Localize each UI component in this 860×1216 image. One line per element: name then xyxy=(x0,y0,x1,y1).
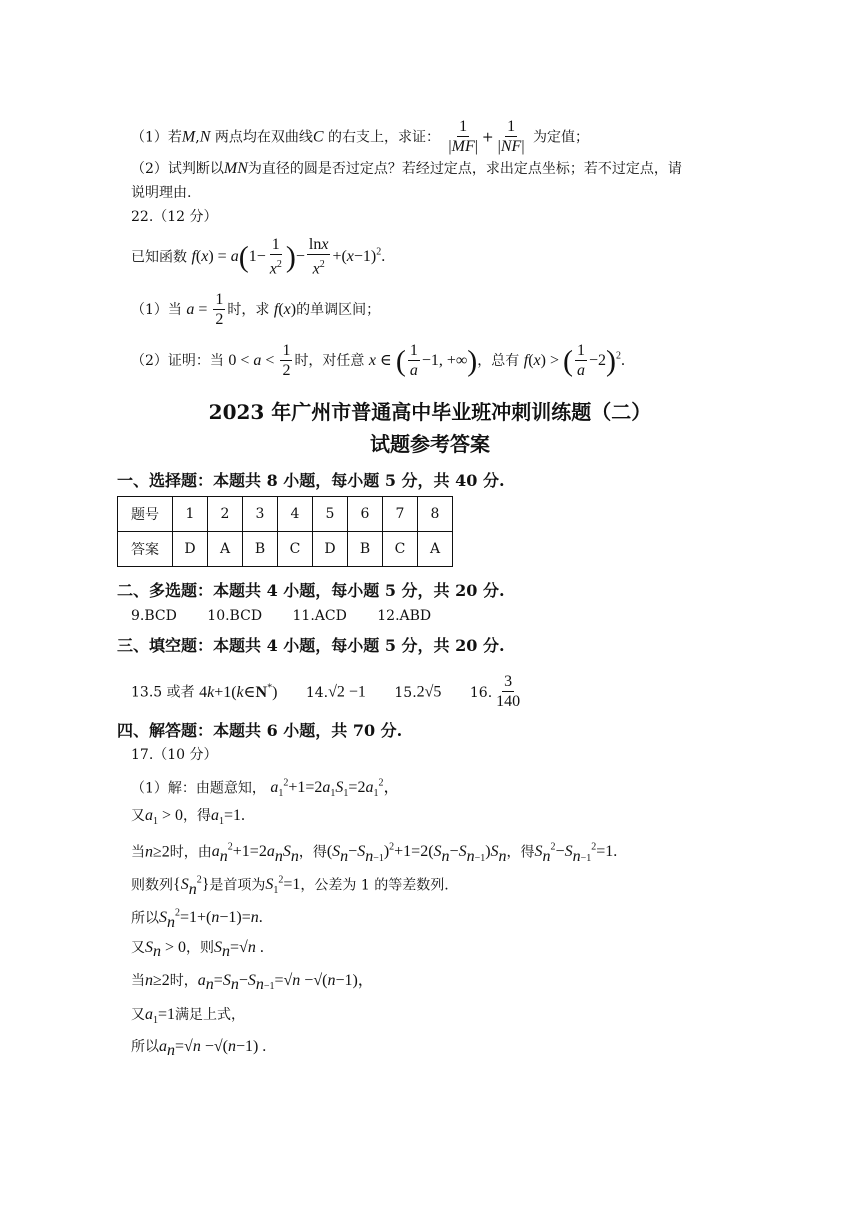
q17-text: 所以 xyxy=(131,910,159,927)
fill-answer-16: 16. xyxy=(469,684,493,701)
answer-subtitle: 试题参考答案 xyxy=(370,432,490,456)
q17-text: 所以 xyxy=(131,1039,159,1055)
q17-line4: 则数列$\{S_n^2\}$是首项为$S_1^2=1$，公差为 1 的等差数列. xyxy=(131,875,449,898)
section-choice-heading: 一、选择题：本题共 8 小题，每小题 5 分，共 40 分. xyxy=(117,471,505,490)
table-cell: 6 xyxy=(348,497,383,532)
multi-answer: 10.BCD xyxy=(207,608,263,624)
answer-table xyxy=(117,496,453,567)
q22-part1: （1）当 a = $\frac{1}{2}$ 时，求 f(x)的单调区间； xyxy=(131,291,381,328)
section-solve-heading: 四、解答题：本题共 6 小题，共 70 分. xyxy=(117,721,403,740)
q21-p2-text-b: 为直径的圆是否过定点？若经过定点，求出定点坐标；若不过定点，请 xyxy=(247,161,682,177)
q21-part2: （2）试判断以MN为直径的圆是否过定点？若经过定点，求出定点坐标；若不过定点，请 xyxy=(131,160,682,177)
fraction-numerator: 3 xyxy=(504,673,513,690)
table-cell: A xyxy=(418,532,453,567)
fill-answer-13: 13.5 或者 xyxy=(131,684,195,701)
fill-answer-14: 14. xyxy=(305,684,329,701)
table-cell: D xyxy=(313,532,348,567)
table-cell: 答案 xyxy=(118,532,173,567)
q17-line6: 又$S_n > 0$，则$S_n=√n$ . xyxy=(131,939,264,961)
q21-part2-cont xyxy=(131,182,191,204)
table-cell: B xyxy=(243,532,278,567)
q17-text: 又 xyxy=(131,940,145,956)
q17-line5: 所以$S_n^2=1+(n-1)=n$. xyxy=(131,908,263,931)
q21-p1-text-a: （1）若 xyxy=(131,129,182,146)
table-cell: 8 xyxy=(418,497,453,532)
table-cell: 题号 xyxy=(118,497,173,532)
q17-text: ，得 xyxy=(298,844,327,861)
table-cell: D xyxy=(173,532,208,567)
section-fill-heading: 三、填空题：本题共 4 小题，每小题 5 分，共 20 分. xyxy=(117,636,505,655)
q21-p2-text-c: 说明理由. xyxy=(131,185,192,201)
q17-text: ，得 xyxy=(183,808,212,824)
q17-text: 当 xyxy=(131,844,145,861)
q21-p1-text-b: 两点均在双曲线 xyxy=(214,129,313,146)
answer-title: 2023 年广州市普通高中毕业班冲刺训练题（二） xyxy=(208,400,652,424)
table-cell: 2 xyxy=(208,497,243,532)
q17-line9: 所以$a_n=√n -√(n-1)$ . xyxy=(131,1038,267,1060)
q21-part1: （1）若M,N 两点均在双曲线C 的右支上，求证： $\frac{1}{|MF|}$ + $\frac{1}{|NF|}$ 为定值； xyxy=(131,118,589,155)
q17-text: 当 xyxy=(131,973,145,989)
multi-answers xyxy=(131,605,431,627)
q17-text: ，公差为 1 的等差数列. xyxy=(300,877,449,894)
q17-line1: （1）解：由题意知， $a_1^2+1=2a_1S_1=2a_1^2$， xyxy=(131,778,400,800)
table-cell: C xyxy=(383,532,418,567)
table-cell: B xyxy=(348,532,383,567)
table-row-numbers xyxy=(118,497,453,532)
section-multi-heading: 二、多选题：本题共 4 小题，每小题 5 分，共 20 分. xyxy=(117,581,505,600)
q17-text: （1）解：由题意知， xyxy=(131,780,266,797)
q22-p1-text-b: 时，求 xyxy=(227,302,270,319)
q22-p2-text-a: （2）证明：当 xyxy=(131,353,224,370)
table-cell: 4 xyxy=(278,497,313,532)
table-cell: 3 xyxy=(243,497,278,532)
multi-answer: 9.BCD xyxy=(131,608,177,624)
table-cell: C xyxy=(278,532,313,567)
q22-function: 已知函数 f(x) = a(1− $\frac{1}{x^2}$ )− $\frac{\ln x}{x^2}$ $+(x-1)^2$. xyxy=(131,236,386,278)
table-cell: A xyxy=(208,532,243,567)
q17-text: 是首项为 xyxy=(209,877,266,894)
fraction-denominator: 140 xyxy=(496,693,521,710)
q22-p2-text-b: 时，对任意 xyxy=(294,353,365,370)
q21-p1-text-c: 的右支上，求证： xyxy=(327,129,440,146)
q22-p1-text-c: 的单调区间； xyxy=(296,302,381,319)
q17-text: ，则 xyxy=(186,940,215,956)
q17-text: 又 xyxy=(131,1007,145,1023)
q22-part2: （2）证明：当 0 < a < $\frac{1}{2}$ 时，对任意 x ∈ ( $\frac{1}{a}$ −1, +∞)，总有 f(x) > ( $\frac{1}{a}$ −2)$^2$. xyxy=(131,342,626,379)
q17-line3: 当n≥2时，由$a_n^2+1=2a_nS_n$，得$(S_n-S_{n-1})^2+1=2(S_n-S_{n-1})S_n$，得$S_n^2-S_{n-1}^2=1$. xyxy=(131,842,618,865)
table-cell: 1 xyxy=(173,497,208,532)
q22-intro: 已知函数 xyxy=(131,249,187,266)
fill-answers: 13.5 或者 4k+1(k∈N*) 14.√2 −1 15.2√5 16. $\frac{3}{140}$ xyxy=(131,673,521,710)
q17-line7: 当n≥2时，$a_n=S_n-S_{n-1}=√n -√(n-1)$， xyxy=(131,972,374,994)
q22-p2-text-c: ，总有 xyxy=(477,353,520,370)
q17-text: 时，由 xyxy=(169,844,212,861)
q21-p1-text-d: 为定值； xyxy=(532,129,589,146)
multi-answer: 12.ABD xyxy=(377,608,432,624)
q17-line8: 又$a_1=1$满足上式， xyxy=(131,1006,246,1027)
q17-text: 时， xyxy=(169,973,198,989)
q17-text: 又 xyxy=(131,808,145,824)
q17-text: 则数列 xyxy=(131,877,173,894)
q22-header: 22.（12 分） xyxy=(131,209,218,225)
q17-header: 17.（10 分） xyxy=(131,747,218,763)
multi-answer: 11.ACD xyxy=(292,608,347,624)
table-cell: 7 xyxy=(383,497,418,532)
fill-answer-15: 15. xyxy=(394,684,417,701)
q17-line2: 又$a_1 > 0$，得$a_1=1$. xyxy=(131,807,246,828)
q22-p1-text-a: （1）当 xyxy=(131,302,182,319)
table-row-answers xyxy=(118,532,453,567)
table-cell: 5 xyxy=(313,497,348,532)
q17-text: ，得 xyxy=(506,844,535,861)
q21-p2-text-a: （2）试判断以 xyxy=(131,161,224,177)
q17-text: 满足上式， xyxy=(175,1007,246,1023)
